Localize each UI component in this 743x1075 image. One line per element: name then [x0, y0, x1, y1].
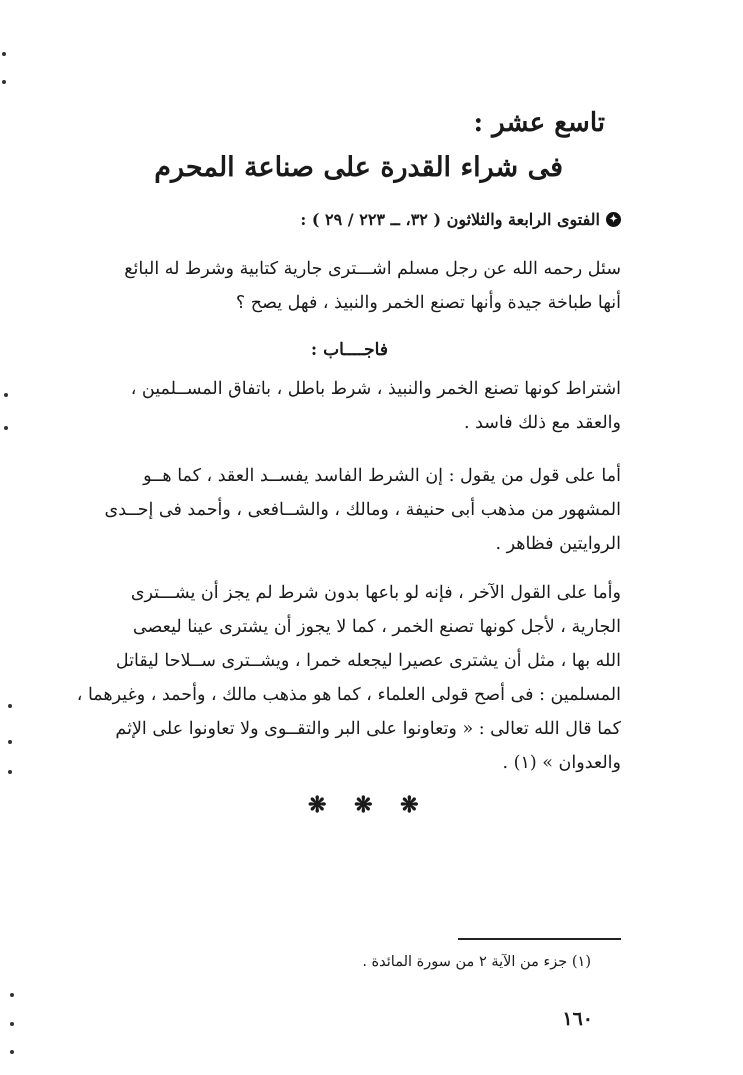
paragraph-line: والعدوان » (١) . — [502, 753, 621, 773]
scan-speck — [2, 80, 6, 84]
scan-speck — [8, 770, 12, 774]
scan-speck — [8, 704, 12, 708]
scan-speck — [8, 740, 12, 744]
scan-speck — [10, 993, 14, 997]
paragraph-line: الله بها ، مثل أن يشترى عصيرا ليجعله خمرا ، ويشــترى ســلاحا ليقاتل — [115, 651, 621, 671]
paragraph-line: وأما على القول الآخر ، فإنه لو باعها بدون شرط لم يجز أن يشـــترى — [130, 583, 621, 603]
bullet-icon: ✦ — [606, 212, 621, 227]
paragraph-line: كما قال الله تعالى : « وتعاونوا على البر والتقــوى ولا تعاونوا على الإثم — [115, 719, 621, 739]
scan-speck — [4, 426, 8, 430]
paragraph-line: والعقد مع ذلك فاسد . — [463, 413, 621, 433]
scan-speck — [4, 393, 8, 397]
page-number: ١٦٠ — [562, 1008, 593, 1030]
fatwa-label-text: الفتوى الرابعة والثلاثون ( ٣٢، ــ ٢٢٣ / ٢٩ ) : — [300, 210, 600, 229]
paragraph-line: المسلمين : فى أصح قولى العلماء ، كما هو مذهب مالك ، وأحمد ، وغيرهما ، — [76, 685, 621, 705]
answer-paragraph-2 — [71, 459, 621, 561]
section-title: فى شراء القدرة على صناعة المحرم — [154, 152, 563, 183]
footnote-divider — [458, 938, 621, 940]
scan-speck — [2, 52, 6, 56]
paragraph-line: أما على قول من يقول : إن الشرط الفاسد يفســد العقد ، كما هــو — [143, 466, 621, 486]
question-line: سئل رحمه الله عن رجل مسلم اشـــترى جارية كتابية وشرط له البائع — [124, 259, 621, 279]
paragraph-line: الجارية ، لأجل كونها تصنع الخمر ، كما لا يجوز أن يشترى عينا ليعصى — [132, 617, 621, 637]
paragraph-line: المشهور من مذهب أبى حنيفة ، ومالك ، والشــافعى ، وأحمد فى إحــدى — [104, 500, 621, 520]
fatwa-label — [300, 210, 621, 229]
section-number-heading: تاسع عشر : — [473, 108, 605, 138]
paragraph-line: اشتراط كونها تصنع الخمر والنبيذ ، شرط باطل ، باتفاق المســلمين ، — [130, 379, 621, 399]
question-paragraph — [71, 252, 621, 320]
scan-speck — [10, 1022, 14, 1026]
answer-paragraph-3 — [71, 576, 621, 780]
scan-speck — [10, 1050, 14, 1054]
answer-heading: فاجــــاب : — [310, 340, 388, 360]
paragraph-line: الروايتين فظاهر . — [495, 534, 621, 554]
section-separator: ❋ ❋ ❋ — [308, 792, 429, 818]
footnote: (١) جزء من الآية ٢ من سورة المائدة . — [362, 954, 591, 970]
question-line: أنها طباخة جيدة وأنها تصنع الخمر والنبيذ ، فهل يصح ؟ — [235, 293, 621, 313]
answer-paragraph-1 — [71, 372, 621, 440]
